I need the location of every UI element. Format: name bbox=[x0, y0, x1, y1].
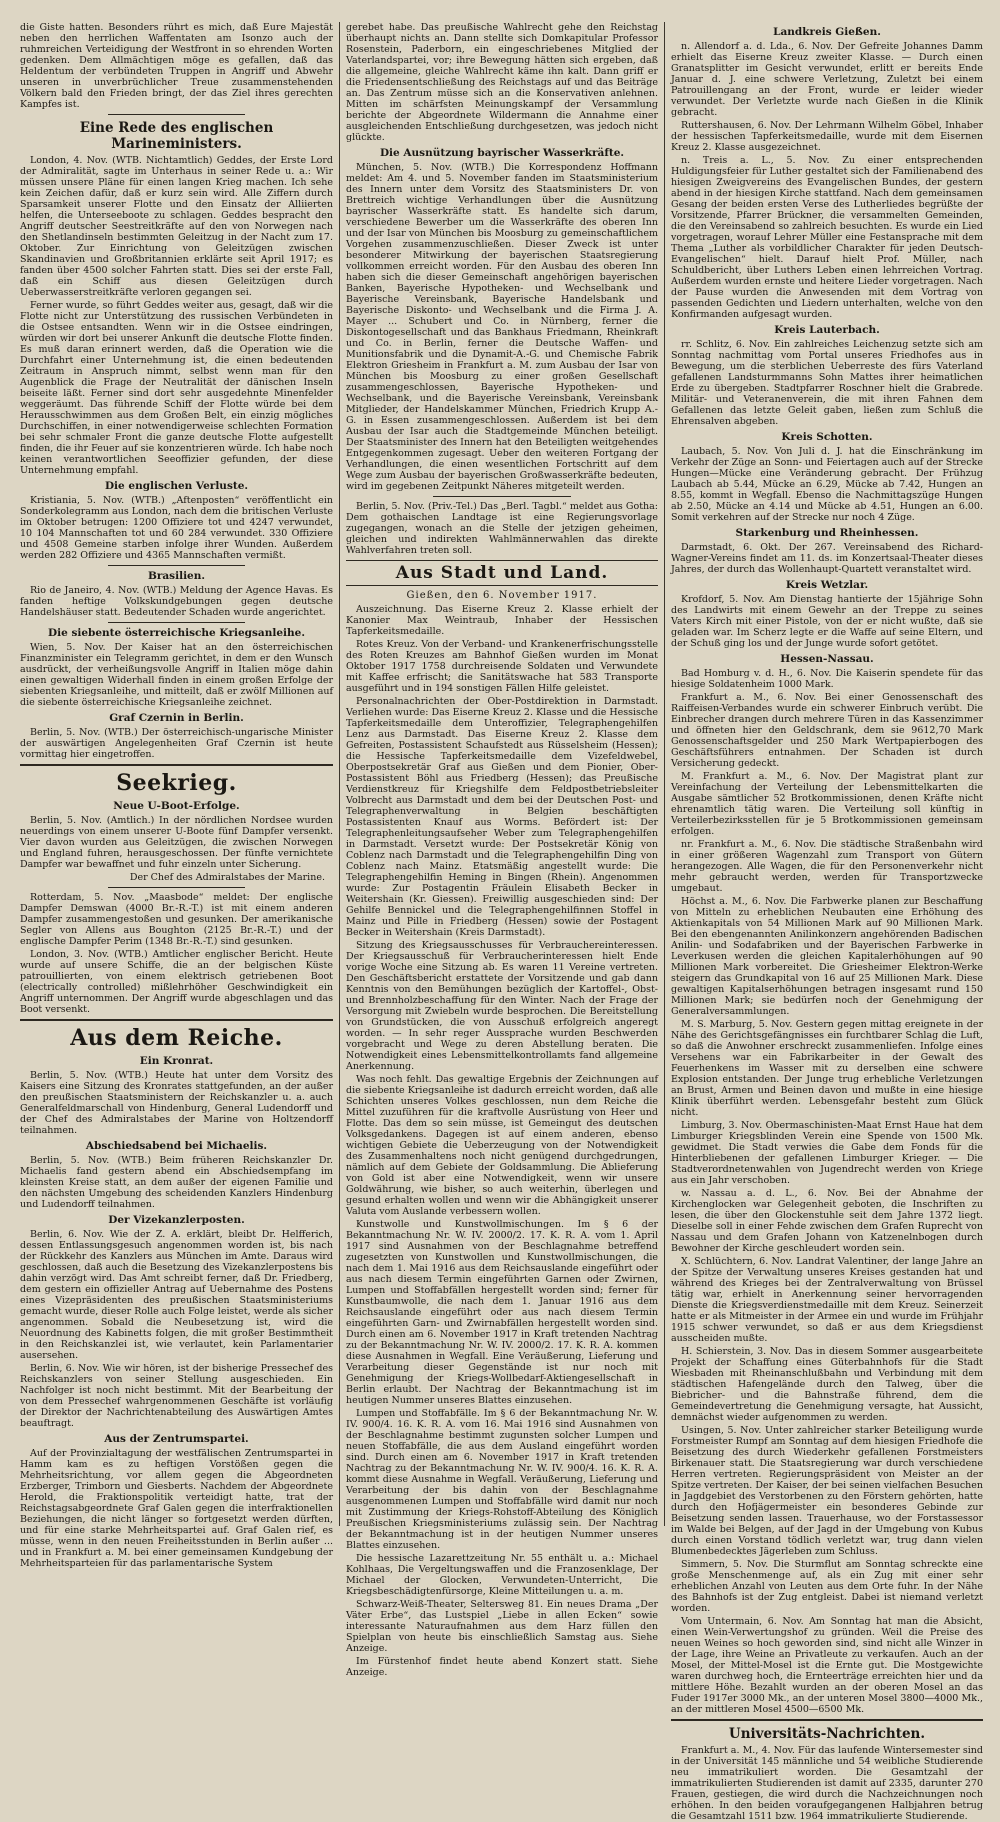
paragraph: München, 5. Nov. (WTB.) Die Korrespondenz Hoffmann meldet: Am 4. und 5. November fanden im Staatsministerium des Innern unter dem Vorsitz des Staatsministers Dr. von Brettreich wichtige Verhandlungen über die Ausnützung bayrischer Wasserkräfte statt. Es handelte sich darum, verschiedene Bewerber um die Wasserkräfte des oberen Inn und der Isar von München bis Moosburg zu gemeinschaftlichem Vorgehen zusammenzuschließen. Dieser Zweck ist unter besonderer Mitwirkung der bayerischen Staatsregierung vollkommen erreicht worden. Für den Ausbau des oberen Inn haben sich die dieser Gemeinschaft angehörigen bayerischen Banken, Bayerische Hypotheken- und Wechselbank und Bayerische Vereinsbank, Bayerische Handelsbank und Bayerische Diskonto- und Wechselbank und die Firma J. A. Mayer ... Schubert und Co. in Nürnberg, ferner die Diskontogesellschaft und das Bankhaus Friedmann, Rheinkraft und Co. in Berlin, ferner die Deutsche Waffen- und Munitionsfabrik und die Dynamit-A.-G. und Chemische Fabrik Elektron Griesheim in Frankfurt a. M. zum Ausbau der Isar von München bis Moosburg zu einer großen Gesellschaft zusammengeschlossen, Bayerische Hypotheken- und Wechselbank, und die Bayerische Vereinsbank, Vereinsbank Mitglieder, der Handelskammer München, Friedrich Krupp A.-G. in Essen zusammengeschlossen. Außerdem ist bei dem Ausbau der Isar auch die Stadtgemeinde München beteiligt. Der Staatsminister des Innern hat den Beteiligten weitgehendes Entgegenkommen zugesagt. Ueber den weiteren Fortgang der Verhandlungen, die einen wesentlichen Fortschritt auf dem Wege zum Ausbau der bayerischen Großwasserkräfte bedeuten, wird im gegebenen Zeitpunkt Näheres mitgeteilt werden. bbox=[346, 162, 658, 492]
paragraph: Berlin, 6. Nov. Wie der Z. A. erklärt, bleibt Dr. Helfferich, dessen Entlassungsgesuch angenommen worden ist, bis nach der Rückkehr des Kanzlers aus München im Amte. Daraus wird geschlossen, daß auch die Besetzung des Vizekanzlerpostens bis dahin verzögt wird. Das Amt schreibt ferner, daß Dr. Friedberg, dem gestern ein offizieller Antrag auf Uebernahme des Postens eines Vizepräsidenten des preußischen Staatsministeriums gemacht wurde, dieser Rolle auch Folge leistet, werde als sicher angenommen. Sobald die Neubesetzung ist, wird die Neuordnung des Kabinetts folgen, die mit großer Bestimmtheit in den Reichskanzlei ist, wie verlautet, kein Parlamentarier ausersehen. bbox=[20, 1229, 333, 1361]
paragraph: Frankfurt a. M., 4. Nov. Für das laufende Wintersemester sind in der Universität 145 männliche und 54 weibliche Studierende neu immatrikuliert worden. Die Gesamtzahl der immatrikulierten Studierenden ist damit auf 2335, darunter 270 Frauen, gestiegen, die wird durch die Nachzeichnungen noch erhöhen. In den beiden voraufgegangenen Halbjahren betrug die Gesamtzahl 1511 bzw. 1964 immatrikulierte Studierende. bbox=[671, 1745, 983, 1822]
paragraph: Auszeichnung. Das Eiserne Kreuz 2. Klasse erhielt der Kanonier Max Weintraub, Inhaber der Hessischen Tapferkeitsmedaille. bbox=[346, 604, 658, 637]
subheadline-brasilien: Brasilien. bbox=[147, 570, 206, 582]
paragraph: rr. Schlitz, 6. Nov. Ein zahlreiches Leichenzug setzte sich am Sonntag nachmittag vom Portal unseres Friedhofes aus in Bewegung, um die sterblichen Ueberreste des fürs Vaterland gefallenen Landsturmmanns Sohn Mattes ihrer heimatlichen Erde zu übergeben. Stadtpfarrer Roschner hielt die Grabrede. Militär- und Veteranenverein, die mit ihren Fahnen dem Gefallenen das letzte Geleit gaben, ließen zum Schluß die Ehrensalven abgeben. bbox=[671, 339, 983, 427]
subheadline-lauterbach: Kreis Lauterbach. bbox=[774, 324, 880, 336]
paragraph: gerebet habe. Das preußische Wahlrecht gehe den Reichstag überhaupt nichts an. Dann stellte sich Domkapitular Professor Rosenstein, Paderborn, ein eingeschriebenes Mitglied der Vaterlandspartei, vor; ihre Bewegung hätten sich ergeben, daß die allgemeine, gleiche Wahlrecht käme ihn kalt. Dann griff er die Friedensentschließung des Reichstags auf und das Beiträge an. Das Zentrum müsse sich an die Konservativen anlehnen. Mitten im schärfsten Meinungskampf der Versammlung berichte der Abgeordnete Wildermann die Annahme einer ausgleichenden Entschließung durchgesetzen, was jedoch nicht glückte. bbox=[346, 22, 658, 143]
paragraph: Berlin, 5. Nov. (WTB.) Der österreichisch-ungarische Minister der auswärtigen Angelegenheiten Graf Czernin ist heute vormittag hier eingetroffen. bbox=[20, 727, 333, 760]
paragraph: London, 3. Nov. (WTB.) Amtlicher englischer Bericht. Heute wurde auf unsere Schiffe, die an der belgischen Küste patrouillierten, von einem elektrisch getriebenen Boot (electrically controlled) mißlehrhöher Geschwindigkeit ein Angriff unternommen. Der Angriff wurde abgeschlagen und das Boot versenkt. bbox=[20, 949, 333, 1015]
paragraph: Simmern, 5. Nov. Die Sturmflut am Sonntag schreckte eine große Menschenmenge auf, als ein Zug mit einer sehr erheblichen Anzahl von Leuten aus dem Orte fuhr. In der Nähe des Bahnhofs ist der Zug entgleist. Dabei ist niemand verletzt worden. bbox=[671, 1559, 983, 1614]
column-middle bbox=[339, 22, 664, 1678]
paragraph: M. Frankfurt a. M., 6. Nov. Der Magistrat plant zur Vereinfachung der Verteilung der Lebensmittelkarten die Ausgabe sämtlicher 52 Brotkommissionen, denen Kräfte nicht ehrenamtlich tätig waren. Die Verteilung soll künftig in Verteilerbezirksstellen für je 5 Brotkommissionen gemeinsam erfolgen. bbox=[671, 771, 983, 837]
paragraph: w. Nassau a. d. L., 6. Nov. Bei der Abnahme der Kirchenglocken war Gelegenheit geboten, die Inschriften zu lesen, die über den Glockenstuhle seit dem Jahre 1372 liegt. Dieselbe soll in einer Fehde zwischen dem Grafen Ruprecht von Nassau und dem Grafen Johann von Katzenelnbogen durch Bewohner der Kirche geschleudert worden sein. bbox=[671, 1188, 983, 1254]
paragraph: Kunstwolle und Kunstwollmischungen. Im § 6 der Bekanntmachung Nr. W. IV. 2000/2. 17. K. R. A. vom 1. April 1917 sind Ausnahmen von der Beschlagnahme betreffend zugesetzten von Kunstwollen und Kunstwollmischungen, die nach dem 1. Mai 1916 aus dem Reichsauslande eingeführt oder aus nach diesem Termin eingeführten Garnen oder Zwirnen, Lumpen und Stoffabfällen hergestellt worden sind; ferner für Kunstbaumwolle, die nach dem 1. Januar 1916 aus dem Reichsauslande eingeführt oder aus nach diesem Termin eingeführten Garn- und Zwirnabfällen hergestellt worden sind. Durch einen am 6. November 1917 in Kraft tretenden Nachtrag zu der Bekanntmachung Nr. W. IV. 2000/2. 17. K. R. A. kommen diese Ausnahmen in Wegfall. Eine Veräußerung, Lieferung und Verarbeitung dieser Gegenstände ist nur noch mit Genehmigung der Kriegs-Wollbedarf-Aktiengesellschaft in Berlin erlaubt. Der Nachtrag der Bekanntmachung ist im heutigen Nummer unseres Blattes einzusehen. bbox=[346, 1219, 658, 1406]
column-left bbox=[14, 22, 339, 1569]
paragraph: Berlin, 6. Nov. Wie wir hören, ist der bisherige Pressechef des Reichskanzlers von seiner Stellung ausgeschieden. Ein Nachfolger ist noch nicht bestimmt. Mit der Bearbeitung der von dem Pressechef wahrgenommenen Geschäfte ist vorläufig der Direktor der Nachrichtenabteilung des Auswärtigen Amtes beauftragt. bbox=[20, 1363, 333, 1429]
section-banner-title: Aus Stadt und Land. bbox=[395, 563, 609, 583]
paragraph: Laubach, 5. Nov. Von Juli d. J. hat die Einschränkung im Verkehr der Züge an Sonn- und Feiertagen auch auf der Strecke Hungen—Mücke eine Veränderung gebracht. Der Frühzug Laubach ab 5.44, Mücke an 6.29, Mücke ab 7.42, Hungen an 8.55, kommt in Wegfall. Ebenso die Nachmittagszüge Hungen ab 2.50, Mücke an 4.14 und Mücke ab 4.51, Hungen an 6.00. Somit verkehren auf der Strecke nur noch 4 Züge. bbox=[671, 446, 983, 523]
paragraph: Ferner wurde, so führt Geddes weiter aus, gesagt, daß wir die Flotte nicht zur Unterstützung des russischen Verbündeten in die Ostsee entsandten. Wenn wir in die Ostsee eindringen, würden wir dort bei unserer Ankunft die deutsche Flotte finden. Es muß daran erinnert werden, daß die Operation wie die Durchfahrt einer Unternehmung ist, die einen bedeutenden Zeitraum in Anspruch nimmt, selbst wenn man für den Augenblick die Frage der Neutralität der dänischen Inseln beiseite läßt. Ferner sind dort sehr ausgedehnte Minenfelder weggeräumt. Das führende Schiff der Flotte würde bei dem Herausschwimmen aus dem Großen Belt, ein einzig mögliches Durchschiffen, in einer notwendigerweise schlechten Formation bei sehr schmaler Front die ganze deutsche Flotte aufgestellt finden, die ihr Feuer auf sie konzentrieren würde. Ich habe noch keinen verantwortlichen Seeoffizier gefunden, der diese Unternehmung empfahl. bbox=[20, 300, 333, 476]
divider bbox=[108, 622, 246, 623]
paragraph: Darmstadt, 6. Okt. Der 267. Vereinsabend des Richard-Wagner-Vereins findet am 11. ds. im Konzertsaal-Theater dieses Jahres, der durch das Wollenhaupt-Quartett veranstaltet wird. bbox=[671, 542, 983, 575]
paragraph: Wien, 5. Nov. Der Kaiser hat an den österreichischen Finanzminister ein Telegramm gerichtet, in dem er den Wunsch ausdrückt, der verheißungsvolle Angriff in Italien möge dahin einen gewaltigen Widerhall finden in einem großen Erfolge der siebenten Kriegsanleihe, und mitteilt, daß er zwölf Millionen auf die siebente österreichische Kriegsanleihe zeichnet. bbox=[20, 642, 333, 708]
subheadline-starkenburg: Starkenburg und Rheinhessen. bbox=[735, 527, 919, 539]
subheadline-giessen: Landkreis Gießen. bbox=[773, 26, 881, 38]
headline-universitaet: Universitäts-Nachrichten. bbox=[728, 1726, 926, 1742]
signature: Der Chef des Admiralstabes der Marine. bbox=[129, 872, 325, 883]
headline-marine: Eine Rede des englischen Marineministers. bbox=[79, 120, 274, 152]
paragraph: n. Treis a. L., 5. Nov. Zu einer entsprechenden Huldigungsfeier für Luther gestaltet sich der Familienabend des hiesigen Zweigvereins des Evangelischen Bundes, der gestern abend in der hiesigen Kirche stattfand. Nach dem gemeinsamen Gesang der beiden ersten Verse des Lutherliedes begrüßte der Vorsitzende, Pfarrer Brückner, die versammelten Gemeinden, die den Vereinsabend so zahlreich besuchten. Es wurde ein Lied vorgetragen, worauf Lehrer Müller eine Festansprache mit dem Thema „Luther als vorbildlicher Charakter für jeden Deutsch-Evangelischen“ hielt. Darauf hielt Prof. Müller, nach Schuldbericht, über Luthers Leben einen lehrreichen Vortrag. Außerdem wurden ernste und heitere Lieder vorgetragen. Nach der Pause wurden die Anwesenden mit dem Vortrag von passenden Gedichten und Liedern unterhalten, welche von den Konfirmanden aufgesagt wurden. bbox=[671, 155, 983, 320]
paragraph: Ruttershausen, 6. Nov. Der Lehrmann Wilhelm Göbel, Inhaber der hessischen Tapferkeitsmedaille, wurde mit dem Eisernen Kreuz 2. Klasse ausgezeichnet. bbox=[671, 120, 983, 153]
paragraph: Schwarz-Weiß-Theater, Seltersweg 81. Ein neues Drama „Der Väter Erbe“, das Lustspiel „Liebe in allen Ecken“ sowie interessante Naturaufnahmen aus dem Harz füllen den Spielplan von heute bis einschließlich Samstag aus. Siehe Anzeige. bbox=[346, 1599, 658, 1654]
subheadline-uboot: Neue U-Boot-Erfolge. bbox=[113, 800, 240, 812]
subheadline-zentrum: Aus der Zentrumspartei. bbox=[104, 1433, 249, 1445]
paragraph: Personalnachrichten der Ober-Postdirektion in Darmstadt. Verliehen wurde: Das Eiserne Kreuz 2. Klasse und die Hessische Tapferkeitsmedaille dem Unteroffizier, Telegraphengehilfen Lenz aus Darmstadt. Das Eiserne Kreuz 2. Klasse dem Gefreiten, Postassistent Schaufstedt aus Rüsselsheim (Hessen); die Hessische Tapferkeitsmedaille dem Vizefeldwebel, Oberpostsekretär Graf aus Gießen und dem Pionier, Ober-Postassistent Böhl aus Friedberg (Hessen); das Preußische Verdienstkreuz für Kriegshilfe dem Feldpostbetriebsleiter Volbrecht aus Darmstadt und dem bei der Deutschen Post- und Telegraphenverwaltung in Belgien beschäftigten Postassistenten Knauf aus Worms. Befördert ist: Der Telegraphenleitungsaufseher Weber zum Telegraphengehilfen in Darmstadt. Versetzt wurde: Der Postsekretär König von Coblenz nach Darmstadt und die Telegraphengehilfin Ding von Coblenz nach Mainz. Etatsmäßig angestellt wurde: Die Telegraphengehilfin Heming in Bingen (Rhein). Angenommen wurde: Zur Postagentin Fräulein Elisabeth Becker in Weitershain (Kr. Giessen). Freiwillig ausgeschieden sind: Der Gehilfe Bennickel und die Telegraphengehilfinnen Stoffel in Mainz und Pille in Friedberg (Hessen) sowie der Postagent Becker in Weitershain (Kreis Darmstadt). bbox=[346, 696, 658, 938]
paragraph: London, 4. Nov. (WTB. Nichtamtlich) Geddes, der Erste Lord der Admiralität, sagte im Unterhaus in seiner Rede u. a.: Wir müssen unsere Pläne für einen langen Krieg machen. Ich sehe kein Zeichen dafür, daß er kurz sein wird. Alle Ziffern durch Sparsamkeit unserer Flotte und den Einsatz der Alliierten helfen, die Unterseeboote zu schlagen. Geddes bespracht den Angriff deutscher Seestreitkräfte auf den von Norwegen nach den Shetlandinseln bestimmten Geleitzug in der Nacht zum 17. Oktober. Zur Einrichtung von Geleitzügen zwischen Skandinavien und Großbritannien erklärte seit April 1917; es fanden über 4500 solcher Fahrten statt. Dies sei der erste Fall, daß ein Schiff aus diesen Geleitzügen durch Ueberwasserstreitkräfte verloren gegangen sei. bbox=[20, 155, 333, 298]
paragraph: Auf der Provinzialtagung der westfälischen Zentrumspartei in Hamm kam es zu heftigen Vorstößen gegen die Mehrheitsrichtung, vor allem gegen die Abgeordneten Erzberger, Trimborn und Giesberts. Nachdem der Abgeordnete Herold, die Fraktionspolitik verteidigt hatte, trat der Reichstagsabgeordnete Graf Galen gegen die interfraktionellen Beziehungen, die nicht länger so fortgesetzt werden dürften, und für eine starke Mehrheitspartei auf. Graf Galen rief, es müsse, wenn in den neuen Freiheitsstunden in Berlin außer ... und in Frankfurt a. M. bei einer gemeinsamen Kundgebung der Mehrheitsparteien für das parlamentarische System bbox=[20, 1448, 333, 1569]
divider bbox=[108, 565, 246, 566]
paragraph: Limburg, 3. Nov. Obermaschinisten-Maat Ernst Haue hat dem Limburger Kriegsblinden Verein eine Spende von 1500 Mk. gewidmet. Die Stadt verwies die Gabe dem Fonds für die Hinterbliebenen der gefallenen Limburger Krieger. — Die Stadtverordnetenwahlen von Jugendrecht werden von Kriege aus ein Jahr verschoben. bbox=[671, 1120, 983, 1186]
subheadline-abschied: Abschiedsabend bei Michaelis. bbox=[85, 1140, 268, 1152]
paragraph: Sitzung des Kriegsausschusses für Verbrauchereinteressen. Der Kriegsausschuß für Verbraucherinteressen hielt Ende vorige Woche eine Sitzung ab. Es waren 11 Vereine vertreten. Den Geschäftsbericht erstattete der Vorsitzende und gab dann Kenntnis von den Bemühungen bezüglich der Kartoffel-, Obst- und Brennholzbeschaffung für den Winter. Nach der Frage der Versorgung mit Zwiebeln wurde besprochen. Die Bereitstellung von Grundstücken, die von Ausschuß erfolgreich angeregt worden. — In sehr reger Aussprache wurden Beschwerden vorgebracht und Wege zu deren Abstellung beraten. Die Notwendigkeit eines Lebensmittelkontrollamts fand allgemeine Anerkennung. bbox=[346, 940, 658, 1072]
section-banner-stadt-land bbox=[346, 560, 658, 586]
subheadline-anleihe: Die siebente österreichische Kriegsanleihe. bbox=[48, 627, 305, 639]
paragraph: Rotterdam, 5. Nov. „Maasbode“ meldet: Der englische Dampfer Demswan (4000 Br.-R.-T.) ist mit einem anderen Dampfer zusammengestoßen und gesunken. Der amerikanische Segler von Allens aus Boughton (2125 Br.-R.-T.) und der englische Dampfer Perim (1348 Br.-R.-T.) sind gesunken. bbox=[20, 892, 333, 947]
divider bbox=[20, 1019, 333, 1021]
paragraph: Frankfurt a. M., 6. Nov. Bei einer Genossenschaft des Raiffeisen-Verbandes wurde ein schwerer Einbruch verübt. Die Einbrecher drangen durch mehrere Türen in das Kassenzimmer und öffneten hier den Geldschrank, dem sie 9612,70 Mark Genossenschaftsgelder und 250 Mark Wertpapierbogen des Geschäftsführers entnahmen. Der Schaden ist durch Versicherung gedeckt. bbox=[671, 692, 983, 769]
section-banner-seekrieg: Seekrieg. bbox=[116, 770, 237, 796]
paragraph: Berlin, 5. Nov. (WTB.) Heute hat unter dem Vorsitz des Kaisers eine Sitzung des Kronrates stattgefunden, an der außer den preußischen Staatsministern der Reichskanzler u. a. auch Generalfeldmarschall von Hindenburg, General Ludendorff und der Chef des Admiralstabes der Marine von Holtzendorff teilnahmen. bbox=[20, 1070, 333, 1136]
section-banner-reiche: Aus dem Reiche. bbox=[70, 1025, 283, 1051]
divider bbox=[433, 496, 570, 497]
subheadline-czernin: Graf Czernin in Berlin. bbox=[109, 712, 244, 724]
paragraph: Berlin, 5. Nov. (WTB.) Beim früheren Reichskanzler Dr. Michaelis fand gestern abend ein Abschiedsempfang im kleinsten Kreise statt, an dem außer der eigenen Familie und den nächsten Umgebung des scheidenden Kanzlers Hindenburg und Ludendorff teilnahmen. bbox=[20, 1155, 333, 1210]
subheadline-vize: Der Vizekanzlerposten. bbox=[108, 1214, 245, 1226]
paragraph: nr. Frankfurt a. M., 6. Nov. Die städtische Straßenbahn wird in einer größeren Wagenzahl zum Transport von Gütern herangezogen. Alle Wagen, die für den Personenverkehr nicht mehr gebraucht werden, werden für Transportzwecke umgebaut. bbox=[671, 839, 983, 894]
paragraph: Bad Homburg v. d. H., 6. Nov. Die Kaiserin spendete für das hiesige Soldatenheim 1000 Mark. bbox=[671, 668, 983, 690]
paragraph: Usingen, 5. Nov. Unter zahlreicher starker Beteiligung wurde Forstmeister Rumpf am Sonntag auf dem hiesigen Friedhofe die Beisetzung des durch Wiederkehr gefallenen Forstmeisters Birkenauer statt. Die Staatsregierung war durch verschiedene Herren vertreten. Regierungspräsident von Meister an der Spitze vertreten. Der Kaiser, der bei seinen vielfachen Besuchen in Jagdgebiet des Verstorbenen zu den Förstern gehörten, hatte durch den Hofjägermeister ein besonderes Gebinde zur Beisetzung senden lassen. Trauerhause, wo der Forstassessor im Walde bei Belgen, auf der Jagd in der Umgebung von Kubus durch einen Vorstand tödlich verletzt war, trug dann vielen Blumenbedecktes Jägerleben zum Schluss. bbox=[671, 1425, 983, 1557]
subheadline-schotten: Kreis Schotten. bbox=[781, 431, 873, 443]
paragraph: Rio de Janeiro, 4. Nov. (WTB.) Meldung der Agence Havas. Es fanden heftige Volkskundgebungen gegen deutsche Handelshäuser statt. Bedeutender Schaden wurde angerichtet. bbox=[20, 585, 333, 618]
subheadline-hessen-nassau: Hessen-Nassau. bbox=[780, 653, 874, 665]
paragraph: Lumpen und Stoffabfälle. Im § 6 der Bekanntmachung Nr. W. IV. 900/4. 16. K. R. A. vom 16. Mai 1916 sind Ausnahmen von der Beschlagnahme bestimmt zugunsten solcher Lumpen und neuen Stoffabfälle, die aus dem Ausland eingeführt worden sind. Durch einen am 6. November 1917 in Kraft tretenden Nachtrag zu der Bekanntmachung Nr. W. IV. 900/4. 16. K. R. A. kommt diese Ausnahme in Wegfall. Veräußerung, Lieferung und Verarbeitung der bis dahin von der Beschlagnahme ausgenommenen Lumpen und Stoffabfälle wird damit nur noch mit Zustimmung der Kriegs-Rohstoff-Abteilung des Königlich Preußischen Kriegsministeriums zulässig sein. Der Nachtrag der Bekanntmachung ist in der heutigen Nummer unseres Blattes einzusehen. bbox=[346, 1408, 658, 1551]
paragraph: Vom Untermain, 6. Nov. Am Sonntag hat man die Absicht, einen Wein-Verwertungshof zu gründen. Weil die Preise des neuen Weines so hoch geworden sind, sind nicht alle Winzer in der Lage, ihre Weine an Privatleute zu verkaufen. Auch an der Mosel, der Mittel-Mosel ist die Ernte gut. Die Mostgewichte waren durchweg hoch, die Ernteerträge erreichten hier und da mittlere Höhe. Bezahlt wurden an der oberen Mosel an das Fuder 1917er 3000 Mk., an der unteren Mosel 3800—4000 Mk., an der mittleren Mosel 4500—6500 Mk. bbox=[671, 1616, 983, 1715]
subheadline-wasser: Die Ausnützung bayrischer Wasserkräfte. bbox=[379, 147, 625, 159]
paragraph: Höchst a. M., 6. Nov. Die Farbwerke planen zur Beschaffung von Mitteln zu erheblichen Neubauten eine Erhöhung des Aktienkapitals von 54 Millionen Mark auf 90 Millionen Mark. Bei den ebengenannten Anilinkonzern angehörenden Badischen Anilin- und Sodafabriken und der Bayerischen Farbwerke in Leverkusen werden die gleichen Kapitalerhöhungen auf 90 Millionen Mark vorbereitet. Die Griesheimer Elektron-Werke steigern das Grundkapital von 16 auf 25 Millionen Mark. Diese gewaltigen Kapitalserhöhungen betragen insgesamt rund 150 Millionen Mark; sie bedürfen noch der Genehmigung der Generalversammlungen. bbox=[671, 896, 983, 1017]
column-right bbox=[664, 22, 989, 1822]
paragraph: Die hessische Lazarettzeitung Nr. 55 enthält u. a.: Michael Kohlhaas, Die Vergeltungswaffen und die Franzosenklage, Der Michael der Glocken, Verwundeten-Unterricht, Die Kriegsbeschädigtenfürsorge, Kleine Mitteilungen u. a. m. bbox=[346, 1553, 658, 1597]
dateline: Gießen, den 6. November 1917. bbox=[406, 590, 598, 601]
subheadline-kronrat: Ein Kronrat. bbox=[139, 1055, 214, 1067]
divider bbox=[20, 764, 333, 766]
subheadline-wetzlar: Kreis Wetzlar. bbox=[785, 579, 869, 591]
subheadline-verluste: Die englischen Verluste. bbox=[104, 480, 249, 492]
divider bbox=[108, 114, 246, 115]
paragraph: H. Schierstein, 3. Nov. Das in diesem Sommer ausgearbeitete Projekt der Schaffung eines Güterbahnhofs für die Stadt Wiesbaden mit Rheinanschlußbahn und Verbindung mit dem städtischen Hafengelände durch den Talweg, über die Biebricher- und die Bahnstraße führend, dem die Gemeindevertretung die Genehmigung versagte, hat Aussicht, demnächst wieder aufgenommen zu werden. bbox=[671, 1346, 983, 1423]
paragraph: Was noch fehlt. Das gewaltige Ergebnis der Zeichnungen auf die siebente Kriegsanleihe ist dadurch erreicht worden, daß alle Schichten unseres Volkes geschlossen, nun dem Reiche die Mittel zuzuführen für die kraftvolle Ausrüstung von Heer und Flotte. Das dem so sein müsse, ist Gemeingut des deutschen Volksgedankens. Dagegen ist auf einem anderen, ebenso wichtigen Gebiete die Ueberzeugung von der Notwendigkeit des Zusammenhaltens noch nicht genügend durchgedrungen, nämlich auf dem Gebiete der Goldsammlung. Die Ablieferung von Gold ist aber eine Notwendigkeit, wenn wir unsere Goldwährung, wie bisher, so auch weiterhin, überlegen und gesund erhalten wollen und wenn wir die Abhängigkeit unserer Valuta vom Auslande verbessern wollen. bbox=[346, 1074, 658, 1217]
paragraph: Krofdorf, 5. Nov. Am Dienstag hantierte der 15jährige Sohn des Landwirts mit einem Gewehr an der Treppe zu seines Vaters Kirch mit einer Pistole, von der er nicht wußte, daß sie geladen war. Im Scherz legte er die Waffe auf seine Eltern, und der Schuß ging los und der Junge wurde sofort getötet. bbox=[671, 594, 983, 649]
divider bbox=[108, 887, 246, 888]
paragraph: Rotes Kreuz. Von der Verband- und Krankenerfrischungsstelle des Roten Kreuzes am Bahnhof Gießen wurden im Monat Oktober 1917 1758 durchreisende Soldaten und Verwundete mit Kaffee erfrischt; die Sanitätswache hat 583 Transporte ausgeführt und in 194 sonstigen Fällen Hilfe geleistet. bbox=[346, 639, 658, 694]
paragraph: Berlin, 5. Nov. (Priv.-Tel.) Das „Berl. Tagbl.“ meldet aus Gotha: Dem gothaischen Landtage ist eine Regierungsvorlage zugegangen, wonach an die Stelle der jetzigen geheimen, gleichen und indirekten Wahlmännerwahlen das direkte Wahlverfahren treten soll. bbox=[346, 501, 658, 556]
paragraph: M. S. Marburg, 5. Nov. Gestern gegen mittag ereignete in der Nähe des Gerichtsgefängnisses ein furchtbarer Schlag die Luft, so daß die Anwohner erschreckt zusammenliefen. Infolge eines Versehens war ein Fabrikarbeiter in der Gewalt des Feuerhenkens im Wasser mit zu derselben eine schwere Explosion entstanden. Der Junge trug erhebliche Verletzungen an Brust, Armen und Beinen davon und mußte in eine hiesige Klinik überführt werden. Lebensgefahr besteht zum Glück nicht. bbox=[671, 1019, 983, 1118]
paragraph: Im Fürstenhof findet heute abend Konzert statt. Siehe Anzeige. bbox=[346, 1656, 658, 1678]
paragraph: Berlin, 5. Nov. (Amtlich.) In der nördlichen Nordsee wurden neuerdings von einem unserer U-Boote fünf Dampfer versenkt. Vier davon wurden aus Geleitzügen, die zwischen Norwegen und England fuhren, herausgeschossen. Der fünfte vernichtete Dampfer war bewaffnet und fuhr einzeln unter Sicherung. bbox=[20, 815, 333, 870]
paragraph: Kristiania, 5. Nov. (WTB.) „Aftenposten“ veröffentlicht ein Sonderkolegramm aus London, nach dem die britischen Verluste im Oktober betrugen: 1200 Offiziere tot und 4247 verwundet, 10 104 Mannschaften tot und 60 284 verwundet. 330 Offiziere und 4508 Gemeine starben infolge ihrer Wunden. Außerdem werden 282 Offiziere und 4365 Mannschaften vermißt. bbox=[20, 495, 333, 561]
paragraph: n. Allendorf a. d. Lda., 6. Nov. Der Gefreite Johannes Damm erhielt das Eiserne Kreuz zweiter Klasse. — Durch einen Granatsplitter im Gesicht verwundet, erlitt er bereits Ende Januar d. J. eine schwere Verletzung, Zuletzt bei einem Patrouillengang an der Front, wurde er leider wieder verwundet. Der Verletzte wurde nach Gießen in die Klinik gebracht. bbox=[671, 41, 983, 118]
paragraph: X. Schlüchtern, 6. Nov. Landrat Valentiner, der lange Jahre an der Spitze der Verwaltung unseres Kreises gestanden hat und während des Krieges bei der Zentralverwaltung von Brüssel tätig war, erhielt in Anerkennung seiner hervorragenden Dienste die Kriegsverdienstmedaille mit dem Kreuz. Seinerzeit hatte er als Mitmeister in der Armee ein und wurde im Frühjahr 1915 schwer verwundet, so daß er aus dem Kriegsdienst ausscheiden mußte. bbox=[671, 1256, 983, 1344]
divider bbox=[671, 1719, 983, 1721]
intro-paragraph: die Giste hatten. Besonders rührt es mich, daß Eure Majestät neben den herrlichen Waffentaten am Isonzo auch der ruhmreichen Verteidigung der Westfront in so ehrenden Worten gedenken. Dem Allmächtigen möge es gefallen, daß das Heldentum der verbündeten Truppen in Angriff und Abwehr unseren in unverbrüchlicher Treue zusammenstehenden Völkern bald den Frieden bringt, der das Ziel ihres gerechten Kampfes ist. bbox=[20, 22, 333, 110]
